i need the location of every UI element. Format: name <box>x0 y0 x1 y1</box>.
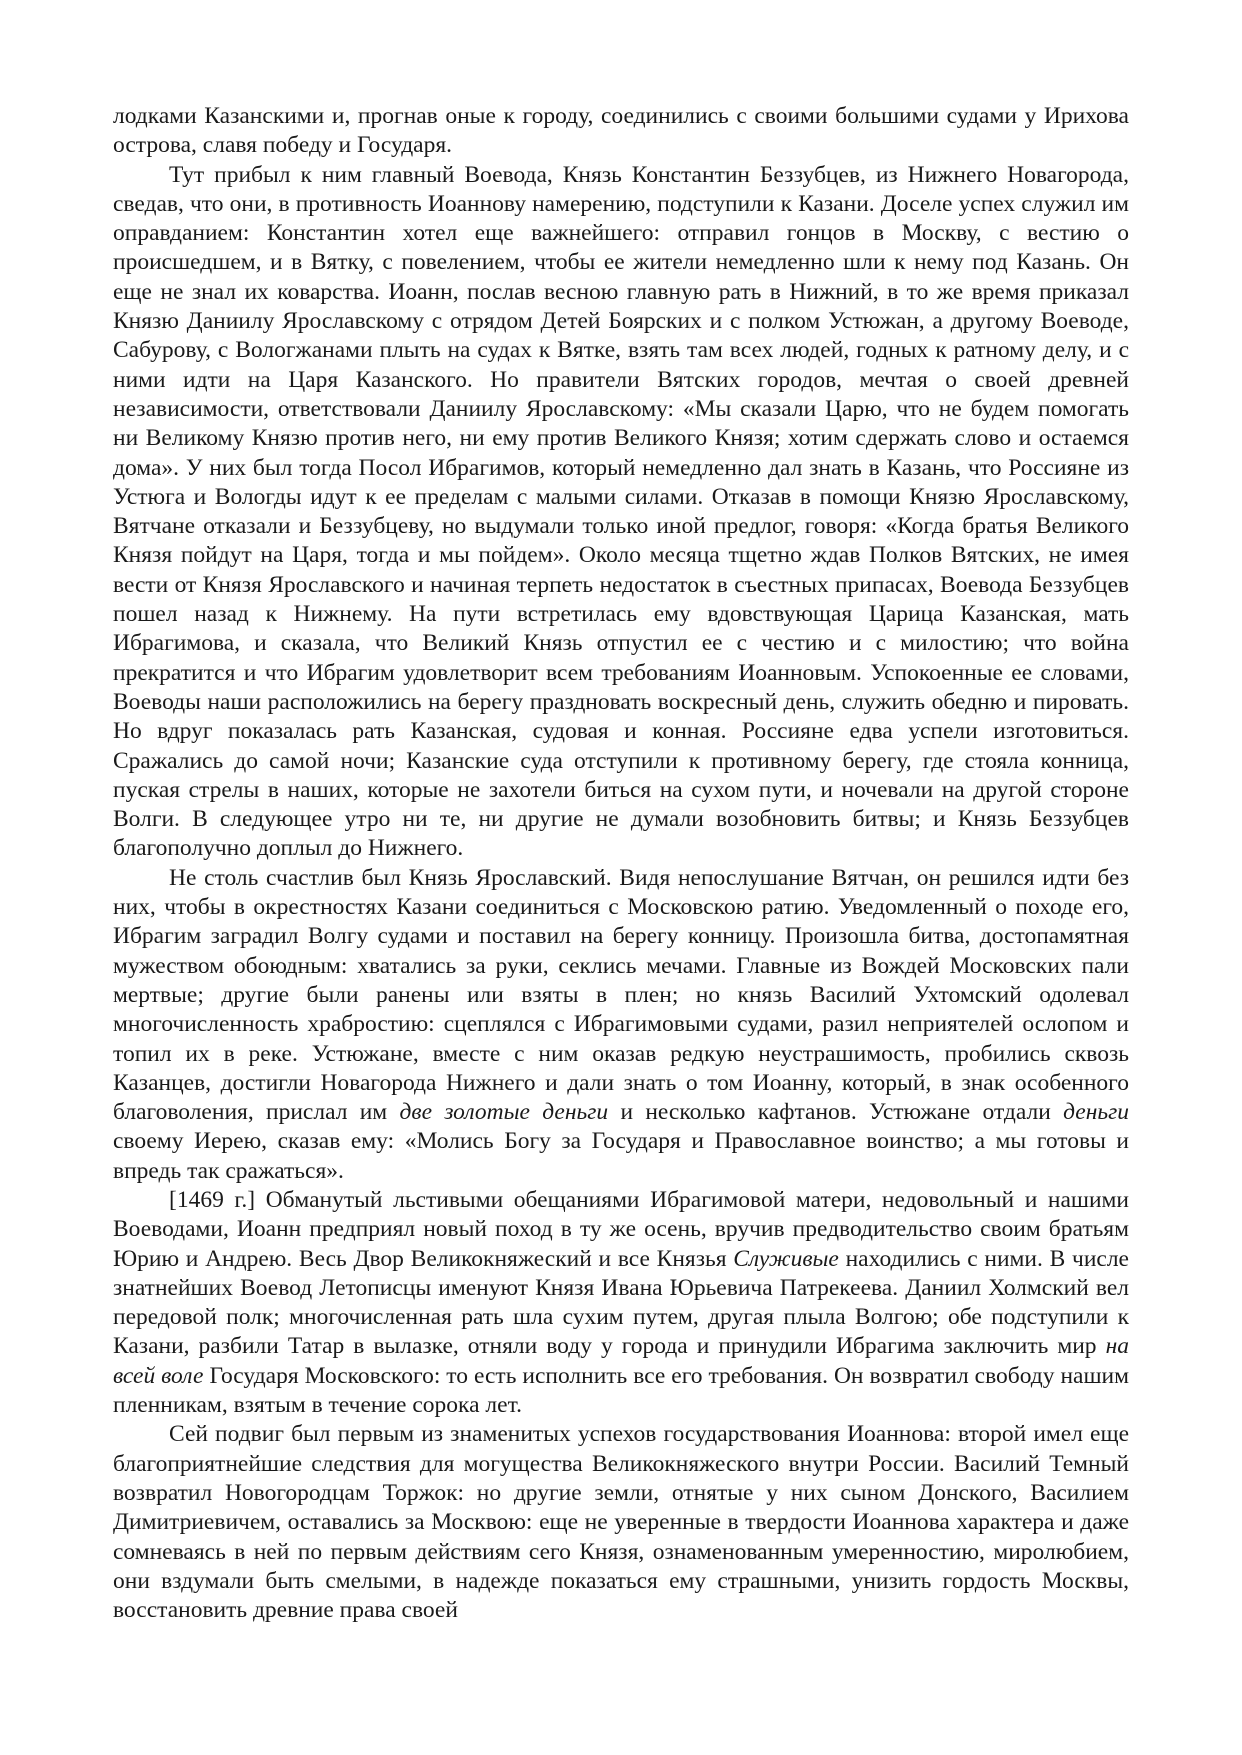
paragraph-text: Сей подвиг был первым из знаменитых успехов государствования Иоаннова: второй имел еще благоприятнейшие следствия для могущества Великокняжеского внутри России. Василий Темный возвратил Новогородцам Торжок: но другие земли, отнятые у них сыном Донского, Василием Димитриевичем, оставались за Москвою: еще не уверенные в твердости Иоаннова характера и даже сомневаясь в ней по первым действиям сего Князя, ознаменованным умеренностию, миролюбием, они вздумали быть смелыми, в надежде показаться ему страшными, унизить гордость Москвы, восстановить древние права своей <box>113 1421 1129 1624</box>
paragraph-1469-campaign <box>113 1186 1129 1420</box>
paragraph-bezzubtsev-arrival <box>113 161 1129 864</box>
paragraph-text: Тут прибыл к ним главный Воевода, Князь Константин Беззубцев, из Нижнего Новагорода, сведав, что они, в противность Иоаннову намерению, подступили к Казани. Доселе успех служил им оправданием: Константин хотел еще важнейшего: отправил гонцов в Москву, с вестию о происшедшем, и в Вятку, с повелением, чтобы ее жители немедленно шли к нему под Казань. Он еще не знал их коварства. Иоанн, послав весною главную рать в Нижний, в то же время приказал Князю Даниилу Ярославскому с отрядом Детей Боярских и с полком Устюжан, а другому Воеводе, Сабурову, с Вологжанами плыть на судах к Вятке, взять там всех людей, годных к ратному делу, и с ними идти на Царя Казанского. Но правители Вятских городов, мечтая о своей древней независимости, ответствовали Даниилу Ярославскому: «Мы сказали Царю, что не будем помогать ни Великому Князю против него, ни ему против Великого Князя; хотим сдержать слово и остаемся дома». У них был тогда Посол Ибрагимов, который немедленно дал знать в Казань, что Россияне из Устюга и Вологды идут к ее пределам с малыми силами. Отказав в помощи Князю Ярославскому, Вятчане отказали и Беззубцеву, но выдумали только иной предлог, говоря: «Когда братья Великого Князя пойдут на Царя, тогда и мы пойдем». Около месяца тщетно ждав Полков Вятских, не имея вести от Князя Ярославского и начиная терпеть недостаток в съестных припасах, Воевода Беззубцев пошел назад к Нижнему. На пути встретилась ему вдовствующая Царица Казанская, мать Ибрагимова, и сказала, что Великий Князь отпустил ее с честию и с милостию; что война прекратится и что Ибрагим удовлетворит всем требованиям Иоанновым. Успокоенные ее словами, Воеводы наши расположились на берегу праздновать воскресный день, служить обедню и пировать. Но вдруг показалась рать Казанская, судовая и конная. Россияне едва успели изготовиться. Сражались до самой ночи; Казанские суда отступили к противному берегу, где стояла конница, пуская стрелы в наших, которые не захотели биться на сухом пути, и ночевали на другой стороне Волги. В следующее утро ни те, ни другие не думали возобновить битвы; и Князь Беззубцев благополучно доплыл до Нижнего. <box>113 161 1129 862</box>
paragraph-text: [1469 г.] Обманутый льстивыми обещаниями Ибрагимовой матери, недовольный и нашими Воеводами, Иоанн предприял новый поход в ту же осень, вручив предводительство своим братьям Юрию и Андрею. Весь Двор Великокняжеский и все Князья <box>113 1186 1129 1272</box>
italic-phrase: на всей воле <box>113 1333 1129 1389</box>
paragraph-continuation <box>113 102 1129 161</box>
italic-phrase: деньги <box>1063 1099 1130 1126</box>
paragraph-text: и несколько кафтанов. Устюжане отдали <box>608 1099 1064 1126</box>
paragraph-text: Не столь счастлив был Князь Ярославский. Видя непослушание Вятчан, он решился идти без них, чтобы в окрестностях Казани соединиться с Московскою ратию. Уведомленный о походе его, Ибрагим заградил Волгу судами и поставил на берегу конницу. Произошла битва, достопамятная мужеством обоюдным: хватались за руки, секлись мечами. Главные из Вождей Московских пали мертвые; другие были ранены или взяты в плен; но князь Василий Ухтомский одолевал многочисленность храбростию: сцеплялся с Ибрагимовыми судами, разил неприятелей ослопом и топил их в реке. Устюжане, вместе с ним оказав редкую неустрашимость, пробились сквозь Казанцев, достигли Новагорода Нижнего и дали знать о том Иоанну, который, в знак особенного благоволения, прислал им <box>113 864 1129 1126</box>
paragraph-text: Государя Московского: то есть исполнить все его требования. Он возвратил свободу нашим пленникам, взятым в течение сорока лет. <box>113 1362 1130 1419</box>
document-page <box>113 102 1129 1625</box>
paragraph-text: находились с ними. В числе знатнейших Воевод Летописцы именуют Князя Ивана Юрьевича Патрекеева. Даниил Холмский вел передовой полк; многочисленная рать шла сухим путем, другая плыла Волгою; обе подступили к Казани, разбили Татар в вылазке, отняли воду у города и принудили Ибрагима заключить мир <box>113 1245 1129 1360</box>
paragraph-novgorod-relations <box>113 1420 1129 1625</box>
italic-phrase: Служивые <box>733 1245 839 1272</box>
paragraph-text: лодками Казанскими и, прогнав оные к городу, соединились с своими большими судами у Ирихова острова, славя победу и Государя. <box>113 103 1129 159</box>
italic-phrase: две золотые деньги <box>399 1099 609 1126</box>
paragraph-yaroslavsky-battle <box>113 864 1129 1186</box>
paragraph-text: своему Иерею, сказав ему: «Молись Богу за Государя и Православное воинство; а мы готовы и впредь так сражаться». <box>113 1128 1129 1184</box>
